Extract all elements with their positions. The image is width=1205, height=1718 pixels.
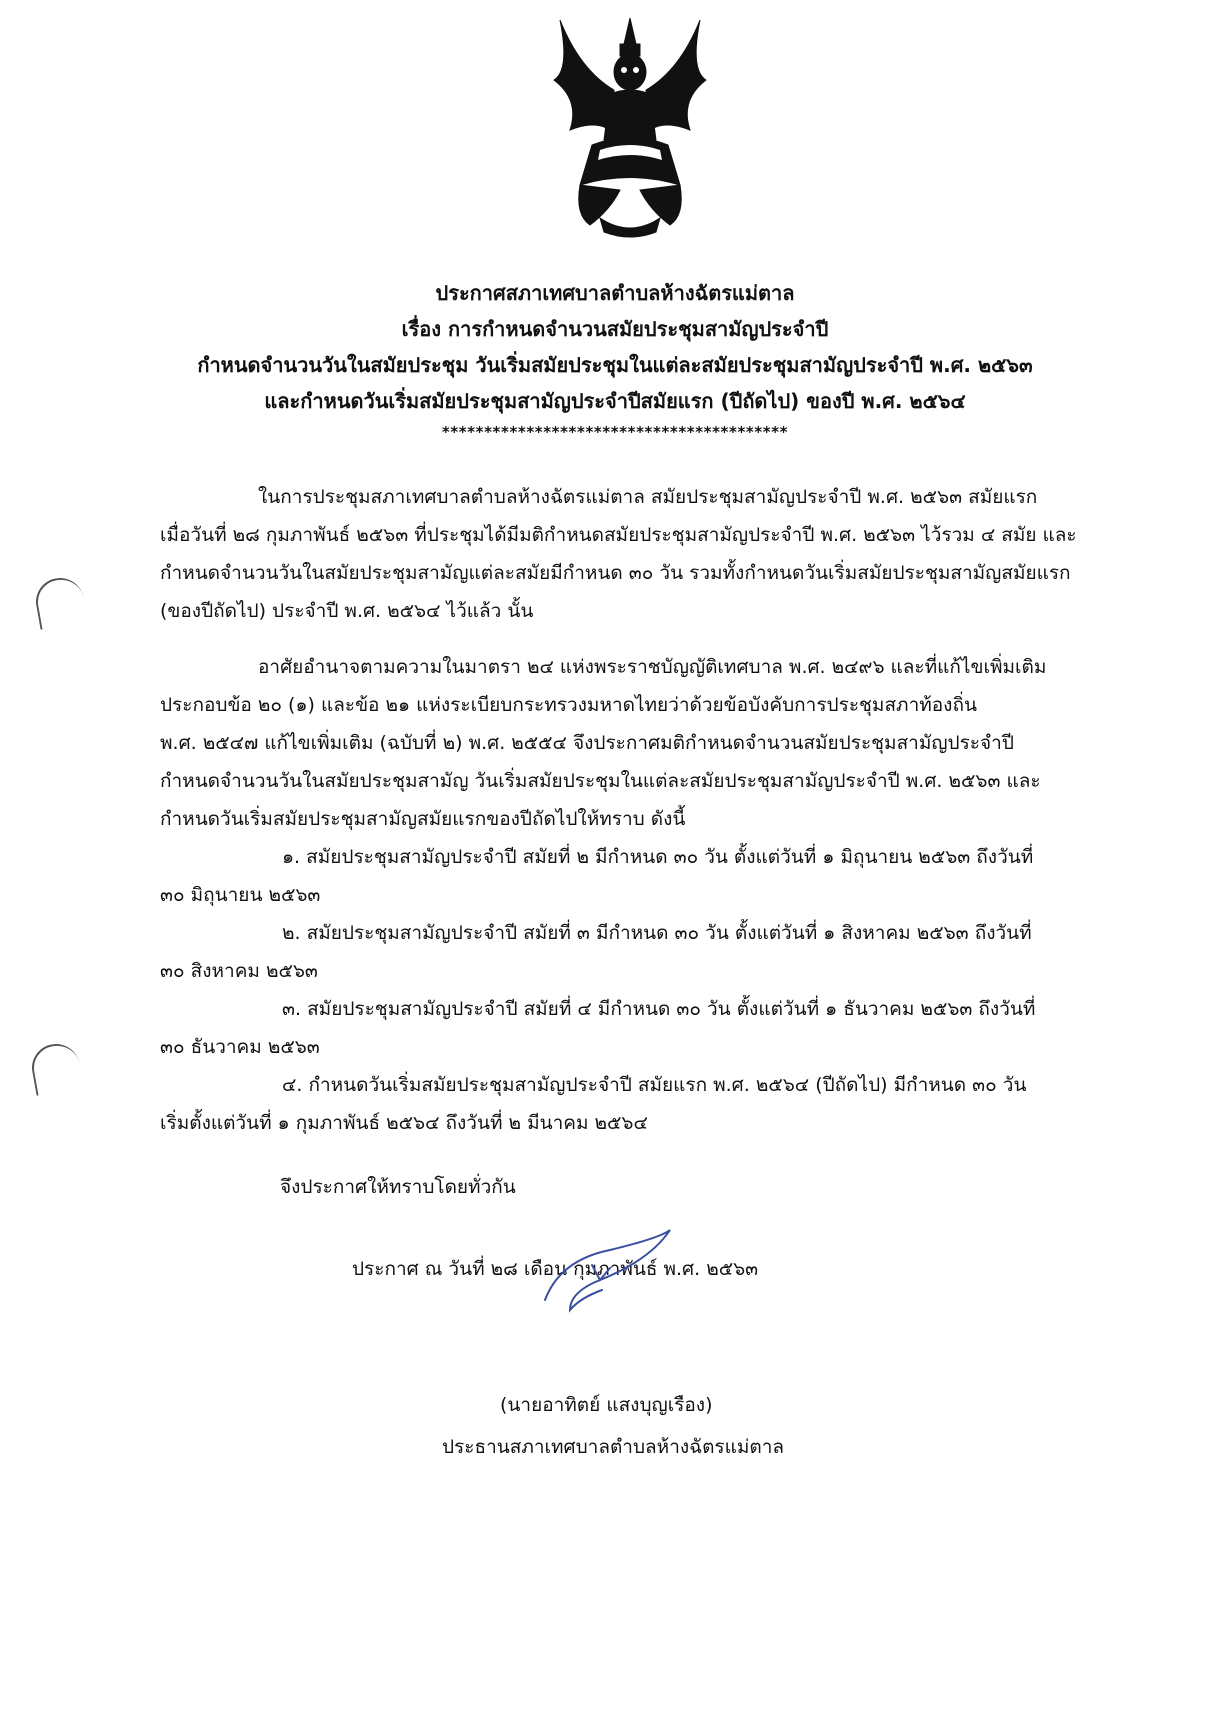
paragraph-line: กำหนดวันเริ่มสมัยประชุมสามัญสมัยแรกของปีถัดไปให้ทราบ ดังนี้: [160, 808, 686, 830]
list-item: ๒. สมัยประชุมสามัญประจำปี สมัยที่ ๓ มีกำหนด ๓๐ วัน ตั้งแต่วันที่ ๑ สิงหาคม ๒๕๖๓ ถึงวันที่: [282, 922, 1032, 944]
paragraph-line: พ.ศ. ๒๕๔๗ แก้ไขเพิ่มเติม (ฉบับที่ ๒) พ.ศ. ๒๕๕๔ จึงประกาศมติกำหนดจำนวนสมัยประชุมสามัญประจำปี: [160, 732, 1014, 754]
list-item: ๓๐ มิถุนายน ๒๕๖๓: [160, 884, 321, 906]
paragraph-line: ในการประชุมสภาเทศบาลตำบลห้างฉัตรแม่ตาล สมัยประชุมสามัญประจำปี พ.ศ. ๒๕๖๓ สมัยแรก: [258, 486, 1038, 508]
signer-name: (นายอาทิตย์ แสงบุญเรือง): [500, 1394, 713, 1416]
separator-line: *****************************************: [441, 423, 789, 441]
punch-hole-mark: [28, 1040, 84, 1096]
signer-position: ประธานสภาเทศบาลตำบลห้างฉัตรแม่ตาล: [442, 1436, 785, 1458]
list-item: เริ่มตั้งแต่วันที่ ๑ กุมภาพันธ์ ๒๕๖๔ ถึงวันที่ ๒ มีนาคม ๒๕๖๔: [160, 1112, 648, 1134]
list-item: ๓. สมัยประชุมสามัญประจำปี สมัยที่ ๔ มีกำหนด ๓๐ วัน ตั้งแต่วันที่ ๑ ธันวาคม ๒๕๖๓ ถึงวันที่: [282, 998, 1036, 1020]
paragraph-line: กำหนดจำนวนวันในสมัยประชุมสามัญแต่ละสมัยมีกำหนด ๓๐ วัน รวมทั้งกำหนดวันเริ่มสมัยประชุมสามัญสมัยแรก: [160, 562, 1071, 584]
list-item: ๓๐ ธันวาคม ๒๕๖๓: [160, 1036, 320, 1058]
signature: [540, 1220, 680, 1320]
paragraph-line: ประกอบข้อ ๒๐ (๑) และข้อ ๒๑ แห่งระเบียบกระทรวงมหาดไทยว่าด้วยข้อบังคับการประชุมสภาท้องถิ่น: [160, 694, 977, 716]
paragraph-line: เมื่อวันที่ ๒๘ กุมภาพันธ์ ๒๕๖๓ ที่ประชุมได้มีมติกำหนดสมัยประชุมสามัญประจำปี พ.ศ. ๒๕๖๓ ไว้รวม ๔ สมัย และ: [160, 524, 1077, 546]
announcement-subtitle: กำหนดจำนวนวันในสมัยประชุม วันเริ่มสมัยประชุมในแต่ละสมัยประชุมสามัญประจำปี พ.ศ. ๒๕๖๓: [197, 353, 1033, 377]
announcement-subject: เรื่อง การกำหนดจำนวนสมัยประชุมสามัญประจำปี: [401, 317, 829, 341]
list-item: ๔. กำหนดวันเริ่มสมัยประชุมสามัญประจำปี สมัยแรก พ.ศ. ๒๕๖๔ (ปีถัดไป) มีกำหนด ๓๐ วัน: [282, 1074, 1027, 1096]
list-item: ๑. สมัยประชุมสามัญประจำปี สมัยที่ ๒ มีกำหนด ๓๐ วัน ตั้งแต่วันที่ ๑ มิถุนายน ๒๕๖๓ ถึงวันที่: [282, 846, 1034, 868]
announcement-title: ประกาศสภาเทศบาลตำบลห้างฉัตรแม่ตาล: [435, 281, 795, 305]
paragraph-line: (ของปีถัดไป) ประจำปี พ.ศ. ๒๕๖๔ ไว้แล้ว นั้น: [160, 600, 534, 622]
paragraph-line: กำหนดจำนวนวันในสมัยประชุมสามัญ วันเริ่มสมัยประชุมในแต่ละสมัยประชุมสามัญประจำปี พ.ศ. ๒๕๖๓ และ: [160, 770, 1041, 792]
closing-statement: จึงประกาศให้ทราบโดยทั่วกัน: [280, 1176, 516, 1198]
announcement-subtitle: และกำหนดวันเริ่มสมัยประชุมสามัญประจำปีสมัยแรก (ปีถัดไป) ของปี พ.ศ. ๒๕๖๔: [264, 389, 966, 413]
punch-hole-mark: [32, 574, 88, 630]
paragraph-line: อาศัยอำนาจตามความในมาตรา ๒๔ แห่งพระราชบัญญัติเทศบาล พ.ศ. ๒๔๙๖ และที่แก้ไขเพิ่มเติม: [258, 656, 1047, 678]
list-item: ๓๐ สิงหาคม ๒๕๖๓: [160, 960, 318, 982]
announcement-date: ประกาศ ณ วันที่ ๒๘ เดือน กุมภาพันธ์ พ.ศ. ๒๕๖๓: [352, 1258, 759, 1280]
garuda-emblem: [540, 10, 720, 240]
